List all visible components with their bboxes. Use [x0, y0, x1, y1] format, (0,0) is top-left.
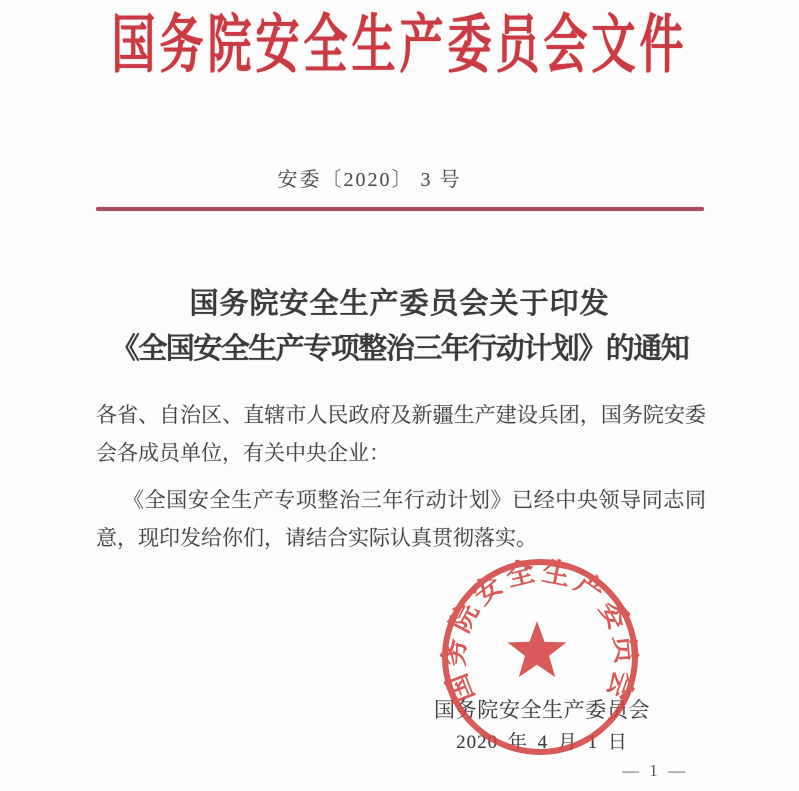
paragraph-main: [96, 481, 706, 557]
seal-arc-text-holder: [438, 555, 642, 707]
paragraph-addressees: [96, 396, 706, 472]
body-line: 《全国安全生产专项整治三年行动计划》已经中央领导同志同: [123, 488, 706, 512]
seal-arc-text: 国务院安全生产委员会: [439, 556, 641, 707]
signature-organization: 国务院安全生产委员会: [434, 698, 650, 722]
body-line: 各省、自治区、直辖市人民政府及新疆生产建设兵团，国务院安委: [96, 403, 706, 427]
red-divider-line: [96, 207, 704, 211]
page-number: — 1 —: [622, 761, 688, 780]
document-number: 安委〔2020〕 3 号: [277, 169, 462, 191]
body-line: 会各成员单位，有关中央企业：: [96, 441, 390, 465]
document-title-line-2: 《全国安全生产专项整治三年行动计划》的通知: [110, 333, 689, 365]
document-title-line-1: 国务院安全生产委员会关于印发: [189, 288, 610, 320]
body-line: 意，现印发给你们，请结合实际认真贯彻落实。: [96, 526, 537, 550]
document-body: [96, 396, 706, 557]
seal-star-icon: [508, 621, 567, 677]
signature-date: 2020 年 4 月 1 日: [456, 732, 628, 753]
masthead-title: 国务院安全生产委员会文件: [111, 10, 688, 82]
